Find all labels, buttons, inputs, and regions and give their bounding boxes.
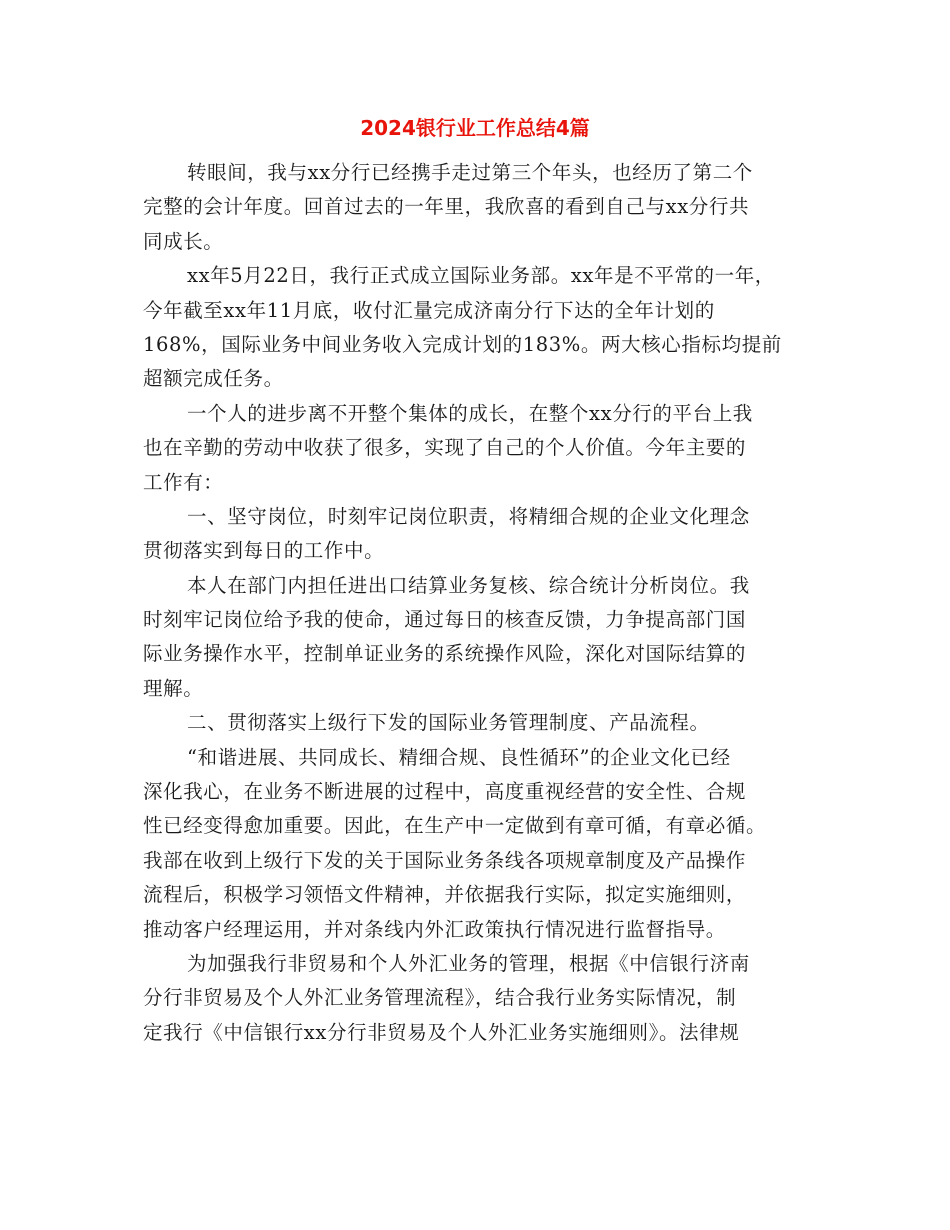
body-line: 一、坚守岗位，时刻牢记岗位职责，将精细合规的企业文化理念 <box>187 504 750 528</box>
body-line: 时刻牢记岗位给予我的使命，通过每日的核查反馈，力争提高部门国 <box>143 608 747 632</box>
body-line: “和谐进展、共同成长、精细合规、良性循环”的企业文化已经 <box>187 745 731 769</box>
body-line: 完整的会计年度。回首过去的一年里，我欣喜的看到自己与xx分行共 <box>143 195 750 219</box>
body-line: 超额完成任务。 <box>143 367 284 391</box>
body-line: 深化我心，在业务不断进展的过程中，高度重视经营的安全性、合规 <box>143 780 747 804</box>
document-title: 2024银行业工作总结4篇 <box>360 116 590 140</box>
body-line: 分行非贸易及个人外汇业务管理流程》，结合我行业务实际情况，制 <box>143 986 737 1010</box>
body-line: 也在辛勤的劳动中收获了很多，实现了自己的个人价值。今年主要的 <box>143 436 747 460</box>
body-line: 定我行《中信银行xx分行非贸易及个人外汇业务实施细则》。法律规 <box>143 1020 740 1044</box>
body-line: 今年截至xx年11月底，收付汇量完成济南分行下达的全年计划的 <box>143 298 715 322</box>
body-line: 工作有： <box>143 470 224 494</box>
body-line: 推动客户经理运用，并对条线内外汇政策执行情况进行监督指导。 <box>143 917 726 941</box>
body-line: 际业务操作水平，控制单证业务的系统操作风险，深化对国际结算的 <box>143 642 747 666</box>
body-line: 贯彻落实到每日的工作中。 <box>143 539 385 563</box>
body-line: 我部在收到上级行下发的关于国际业务条线各项规章制度及产品操作 <box>143 848 747 872</box>
body-line: 同成长。 <box>143 229 224 253</box>
body-line: 本人在部门内担任进出口结算业务复核、综合统计分析岗位。我 <box>187 573 750 597</box>
body-line: 流程后，积极学习领悟文件精神，并依据我行实际，拟定实施细则， <box>143 883 747 907</box>
body-line: 168%，国际业务中间业务收入完成计划的183%。两大核心指标均提前 <box>143 332 782 356</box>
body-line: 二、贯彻落实上级行下发的国际业务管理制度、产品流程。 <box>187 711 710 735</box>
document-body <box>143 156 833 1050</box>
body-line: 转眼间，我与xx分行已经携手走过第三个年头，也经历了第二个 <box>187 161 753 184</box>
body-line: xx年5月22日，我行正式成立国际业务部。xx年是不平常的一年， <box>187 264 775 288</box>
body-line: 为加强我行非贸易和个人外汇业务的管理，根据《中信银行济南 <box>187 951 750 975</box>
body-line: 理解。 <box>143 676 204 700</box>
body-line: 一个人的进步离不开整个集体的成长，在整个xx分行的平台上我 <box>187 401 753 425</box>
body-line: 性已经变得愈加重要。因此，在生产中一定做到有章可循，有章必循。 <box>143 814 767 838</box>
